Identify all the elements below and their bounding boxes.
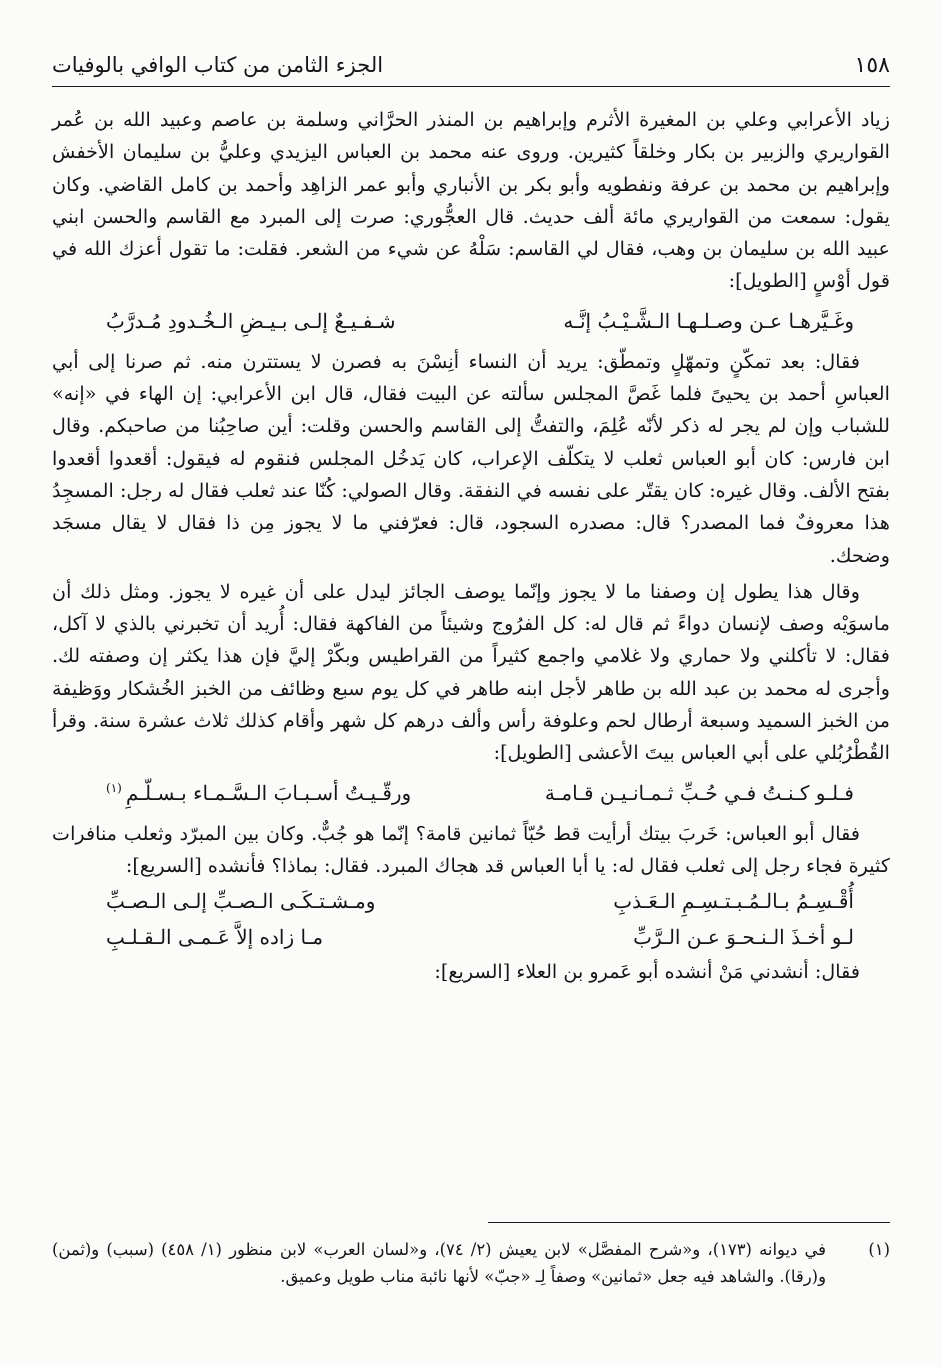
page-header: [52, 44, 890, 87]
page-number: ١٥٨: [854, 52, 890, 78]
verse-asha: [52, 776, 890, 810]
footnote: [52, 1236, 890, 1290]
verse-first-hemistich: فـلـو كـنـتُ فـي حُـبِّ ثـمـانـيـن قـامـة: [544, 780, 854, 805]
verse-mubarrad-1: [52, 884, 890, 918]
footnote-divider: [488, 1222, 890, 1223]
paragraph: وقال هذا يطول إن وصفنا ما لا يجوز وإنّما يوصف الجائز ليدل على أن غيره لا يجوز. ومثل ذلك أن ماسوَيْه وصف لإنسان دواءً ثم قال له: كل الفرُوج وشيئاً من الفاكهة فقال: أُريد أن تخبرني بالذي لا آكل، فقال: لا تأكلني ولا حماري ولا غلامي واجمع كثيراً من القراطيس وبكّرْ إليَّ فإن هذا يكثر إن وصفته لك. وأجرى له محمد بن عبد الله بن طاهر لأجل ابنه طاهر في كل يوم سبع وظائف من الخبز الخُشكار ووَظيفة من الخبز السميد وسبعة أرطال لحم وعلوفة رأس وألف درهم كل شهر وأقام كذلك ثلاث عشرة سنة. وقرأ القُطْرُبُلي على أبي العباس بيتَ الأعشى [الطويل]:: [52, 579, 890, 765]
paragraph: فقال: بعد تمكّنٍ وتمهّلٍ وتمطّق: يريد أن النساء أنِسْنَ به فصرن لا يستترن منه. ثم صرنا إلى أبي العباسِ أحمد بن يحيىً فلما غَصَّ المجلس سألته عن البيت فقال، قال ابن الأعرابي: إن الهاء في «إنه» للشباب وإن لم يجر له ذكر لأنّه عُلِمَ، والتفتُّ إلى القاسم والحسن وقلت: أين صاحِبُنا من صاحبكم. وقال ابن فارس: كان أبو العباس ثعلب لا يتكلّف الإعراب، كان يَدخُل المجلس فنقوم له فيقول: أقعدوا أقعدوا بفتح الألف. وقال غيره: كان يقتّر على نفسه في النفقة. وقال الصولي: كُنّا عند ثعلب فقال له رجل: المسجِدُ هذا معروفٌ فما المصدر؟ قال: مصدره السجود، قال: فعرّفني ما لا يجوز مِن ذا فقال لا يقال مسجَد وضحك.: [52, 349, 890, 567]
verse-second-text: ورقّـيـتُ أسـبـابَ الـسَّـمـاء بـسـلّـمِ: [125, 780, 412, 805]
verse-first-hemistich: لـو أخـذَ الـنـحـوَ عـن الـرَّبِّ: [633, 925, 854, 950]
main-text: [52, 104, 890, 989]
footnote-reference: (١): [106, 780, 122, 795]
verse-second-hemistich: ومـشـتـكَـى الـصـبِّ إلـى الـصـبِّ: [106, 889, 376, 914]
footnote-number: (١): [868, 1240, 890, 1259]
verse-second-hemistich: مـا زاده إلاَّ عَـمـى الـقـلـبِ: [106, 925, 324, 950]
paragraph: فقال: أنشدني مَنْ أنشده أبو عَمرو بن العلاء [السريع]:: [434, 960, 860, 984]
running-title: الجزء الثامن من كتاب الوافي بالوفيات: [52, 53, 384, 77]
verse-aws: [52, 304, 890, 338]
verse-first-hemistich: وغَـيَّرهـا عـن وصـلـهـا الـشَّـيْـبُ إنَّـه: [563, 308, 854, 333]
footnote-text: في ديوانه (١٧٣)، و«شرح المفصَّل» لابن يعيش (٢/ ٧٤)، و«لسان العرب» لابن منظور (١/ ٤٥٨) (سبب) و(ثمن) و(رقا). والشاهد فيه جعل «ثمانين» وصفاً لِـ «جبّ» لأنها نائبة مناب طويل وعميق.: [52, 1240, 827, 1286]
paragraph: زياد الأعرابي وعلي بن المغيرة الأثرم وإبراهيم بن المنذر الحرَّاني وسلمة بن عاصم وعبيد الله بن عُمر القواريري والزبير بن بكار وخلقاً كثيرين. وروى عنه محمد بن العباس اليزيدي وعليُّ بن سليمان الأخفش وإبراهيم بن محمد بن عرفة ونفطويه وأبو بكر بن الأنباري وأبو عمر الزاهِد وأحمد بن كامل القاضي. وكان يقول: سمعت من القواريري مائة ألف حديث. قال العجُّوري: صرت إلى المبرد مع القاسم والحسن ابني عبيد الله بن سليمان بن وهب، فقال لي القاسم: سَلْهُ عن شيء من الشعر. فقلت: ما تقول أعزك الله في قول أوْسٍ [الطويل]:: [52, 108, 890, 293]
verse-first-hemistich: أُقْـسِـمُ بـالـمُـبـتـسِـمِ الـعَـذبِ: [613, 889, 854, 914]
verse-second-hemistich: [106, 776, 411, 810]
verse-second-hemistich: شـفـيـعٌ إلـى بـيـضِ الـخُـدودِ مُـدرَّبُ: [106, 308, 396, 333]
paragraph: فقال أبو العباس: خَربَ بيتك أرأيت قط حُبّاً ثمانين قامة؟ إنّما هو جُبٌّ. وكان بين المبرّد وثعلب منافرات كثيرة فجاء رجل إلى ثعلب فقال له: يا أبا العباس قد هجاك المبرد. فقال: بماذا؟ فأنشده [السريع]:: [52, 821, 890, 877]
verse-mubarrad-2: [52, 920, 890, 954]
